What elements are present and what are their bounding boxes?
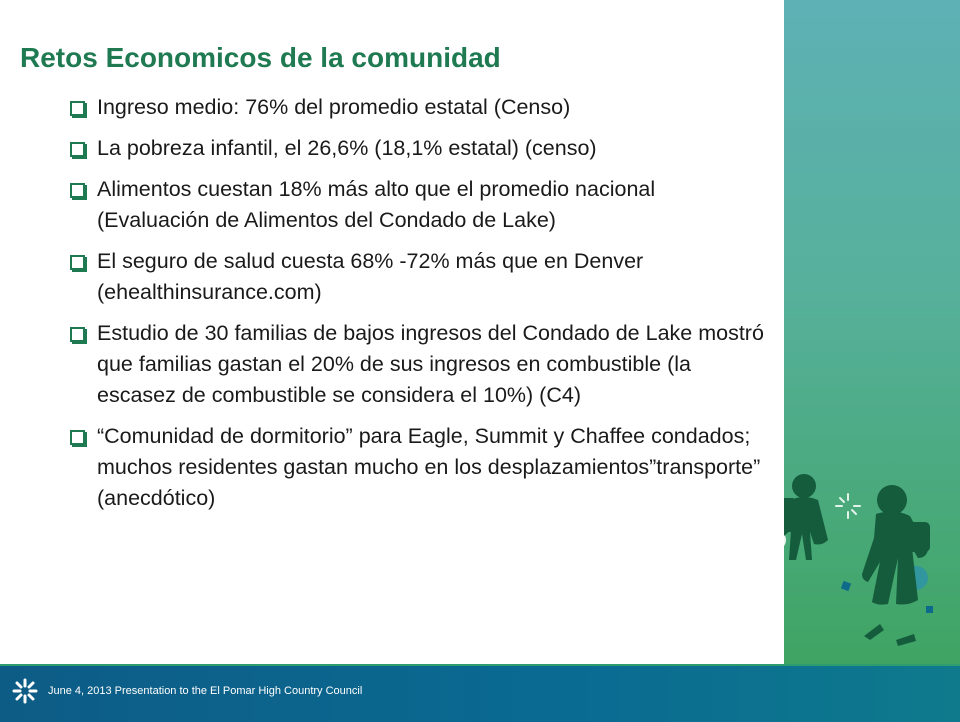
sparkle-icon bbox=[836, 494, 860, 518]
bullet-text: La pobreza infantil, el 26,6% (18,1% estatal) (censo) bbox=[97, 136, 597, 160]
list-item bbox=[70, 246, 770, 308]
checkbox-bullet-icon bbox=[70, 327, 85, 342]
list-item bbox=[70, 92, 770, 123]
checkbox-bullet-icon bbox=[70, 101, 85, 116]
footer-text: June 4, 2013 Presentation to the El Pomar High Country Council bbox=[48, 685, 363, 697]
checkbox-bullet-icon bbox=[70, 142, 85, 157]
bullet-text: Ingreso medio: 76% del promedio estatal (Censo) bbox=[97, 95, 571, 119]
list-item bbox=[70, 174, 770, 236]
child-silhouette-right bbox=[862, 485, 930, 646]
checkbox-bullet-icon bbox=[70, 430, 85, 445]
slide-title: Retos Economicos de la comunidad bbox=[20, 42, 501, 73]
checkbox-bullet-icon bbox=[70, 255, 85, 270]
bullet-text: El seguro de salud cuesta 68% -72% más que en Denver (ehealthinsurance.com) bbox=[97, 249, 644, 304]
bullet-text: “Comunidad de dormitorio” para Eagle, Summit y Chaffee condados; muchos residentes gastan mucho en los desplazamientos”transporte” (anecdótico) bbox=[97, 424, 761, 510]
list-item bbox=[70, 318, 770, 411]
decorative-side-panel bbox=[784, 0, 960, 664]
child-silhouette-left bbox=[784, 474, 828, 560]
list-item bbox=[70, 421, 770, 514]
list-item bbox=[70, 133, 770, 164]
bullet-text: Alimentos cuestan 18% más alto que el promedio nacional (Evaluación de Alimentos del Condado de Lake) bbox=[97, 177, 656, 232]
bullet-text: Estudio de 30 familias de bajos ingresos del Condado de Lake mostró que familias gastan el 20% de sus ingresos en combustible (la escasez de combustible se considera el 10%) (C4) bbox=[97, 321, 764, 407]
bullet-list bbox=[70, 92, 770, 524]
decor-square bbox=[841, 581, 851, 591]
foundation-logo-icon bbox=[12, 678, 38, 704]
checkbox-bullet-icon bbox=[70, 183, 85, 198]
children-silhouette-illustration bbox=[784, 0, 960, 664]
decor-square bbox=[926, 606, 933, 613]
footer-bar bbox=[0, 664, 960, 722]
